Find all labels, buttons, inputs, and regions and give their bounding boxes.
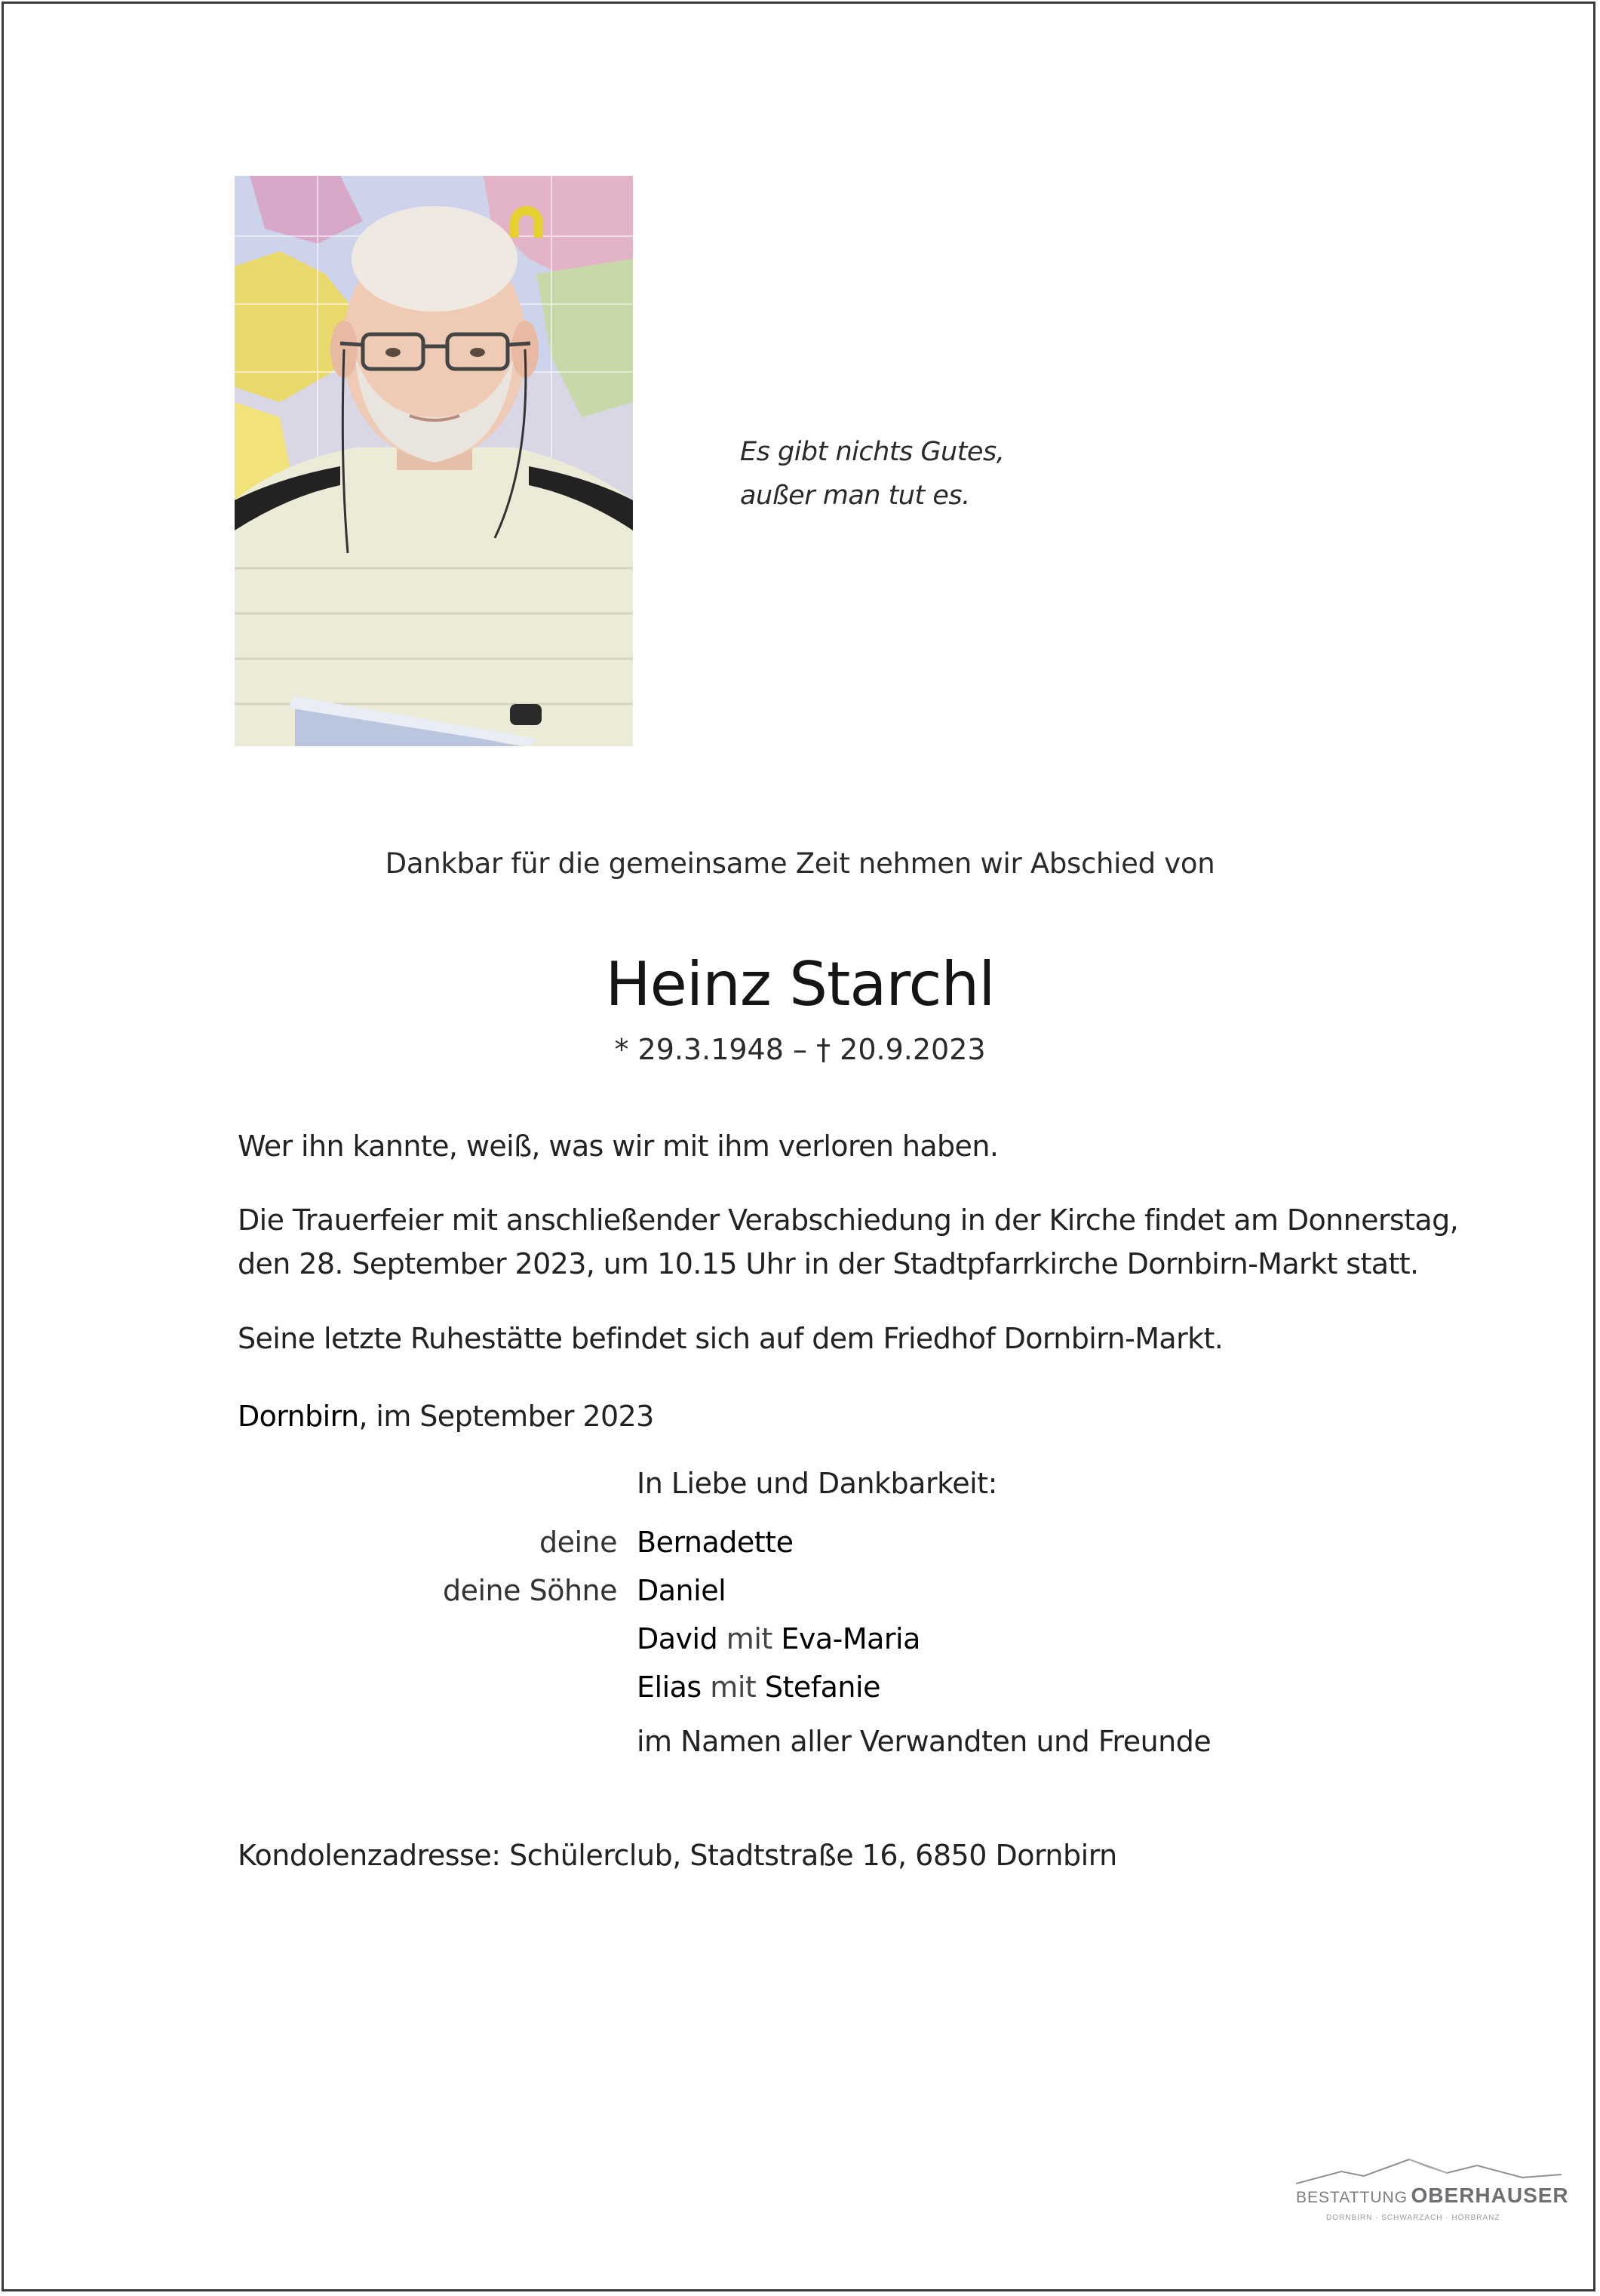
family-row bbox=[0, 1671, 1600, 1716]
logo-locations: DORNBIRN · SCHWARZACH · HÖRBRANZ bbox=[1326, 2214, 1500, 2222]
family-row-names bbox=[637, 1671, 880, 1704]
portrait-photo bbox=[235, 176, 633, 746]
paragraph-resting-place-text: Seine letzte Ruhestätte befindet sich auf dem Friedhof Dornbirn-Markt. bbox=[238, 1322, 1224, 1355]
family-closing: im Namen aller Verwandten und Freunde bbox=[637, 1725, 1212, 1758]
deceased-name: Heinz Starchl bbox=[605, 949, 995, 1019]
family-row-names bbox=[637, 1574, 726, 1607]
family-row-label: deine bbox=[539, 1526, 617, 1559]
quote-line-2: außer man tut es. bbox=[740, 481, 970, 511]
family-closing-row bbox=[0, 1725, 1600, 1770]
paragraph-ceremony-line-1: Die Trauerfeier mit anschließender Verabschiedung in der Kirche findet am Donnerstag, bbox=[238, 1203, 1459, 1237]
family-connector: mit bbox=[717, 1622, 782, 1655]
paragraph-ceremony bbox=[238, 1198, 1459, 1286]
family-partner: Stefanie bbox=[764, 1671, 880, 1704]
family-member: Daniel bbox=[637, 1574, 726, 1607]
family-member: Bernadette bbox=[637, 1526, 794, 1559]
logo-wordmark bbox=[1296, 2184, 1569, 2208]
family-member: Elias bbox=[637, 1671, 702, 1704]
paragraph-loss bbox=[238, 1124, 1445, 1168]
family-heading: In Liebe und Dankbarkeit: bbox=[637, 1467, 997, 1500]
place-date: , im September 2023 bbox=[358, 1400, 654, 1433]
family-heading-row bbox=[0, 1467, 1600, 1512]
place-and-date bbox=[238, 1394, 1445, 1438]
family-member: David bbox=[637, 1622, 718, 1655]
intro-text: Dankbar für die gemeinsame Zeit nehmen wir Abschied von bbox=[385, 847, 1215, 880]
paragraph-resting-place bbox=[238, 1317, 1445, 1360]
paragraph-ceremony-line-2: den 28. September 2023, um 10.15 Uhr in der Stadtpfarrkirche Dornbirn-Markt statt. bbox=[238, 1247, 1419, 1280]
paragraph-loss-text: Wer ihn kannte, weiß, was wir mit ihm verloren haben. bbox=[238, 1130, 999, 1163]
quote bbox=[740, 430, 1004, 518]
life-dates: * 29.3.1948 – † 20.9.2023 bbox=[614, 1033, 986, 1066]
family-row-names bbox=[637, 1526, 793, 1559]
place-city: Dornbirn bbox=[238, 1400, 359, 1433]
family-row-label: deine Söhne bbox=[442, 1574, 617, 1607]
logo-word-1: BESTATTUNG bbox=[1296, 2189, 1408, 2206]
mountain-logo-icon bbox=[1296, 2155, 1562, 2185]
family-row-names bbox=[637, 1622, 920, 1655]
family-row bbox=[0, 1622, 1600, 1667]
family-connector: mit bbox=[701, 1671, 765, 1704]
family-row bbox=[0, 1574, 1600, 1619]
quote-line-1: Es gibt nichts Gutes, bbox=[740, 437, 1005, 467]
funeral-home-logo bbox=[1296, 2155, 1569, 2227]
family-row bbox=[0, 1526, 1600, 1571]
logo-word-2: OBERHAUSER bbox=[1411, 2184, 1569, 2207]
condolence-address: Kondolenzadresse: Schülerclub, Stadtstraße 16, 6850 Dornbirn bbox=[238, 1839, 1117, 1872]
family-partner: Eva-Maria bbox=[781, 1622, 920, 1655]
